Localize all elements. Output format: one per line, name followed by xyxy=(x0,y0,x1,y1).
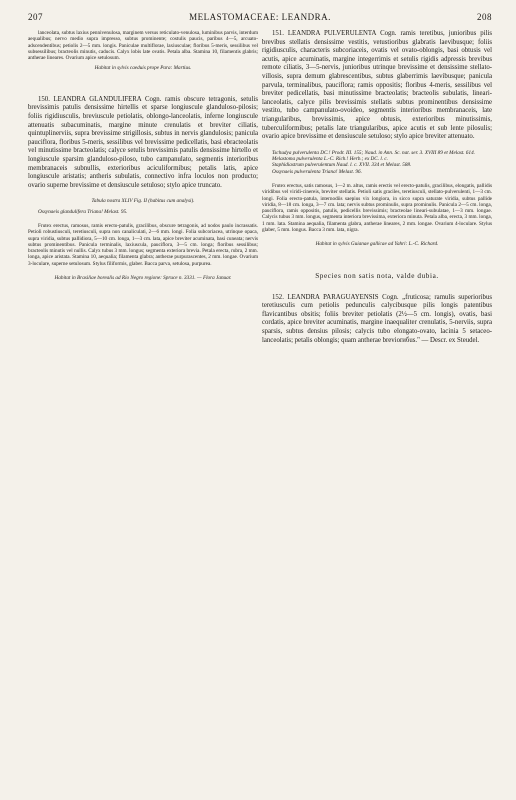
species-152-diagnosis: 152. LEANDRA PARAGUAYENSIS Cogn. „fruticosa; ramulis superioribus teretiusculis cum petiolis pedunculis calycibusque pilis longis patentibus flavicantibus obsitis; foliis breviter petiolatis (2½—5 cm. longis), ovatis, basi cordatis, apice breviter acuminatis, margine inaequaliter crenulatis, 5-nerviis, supra sparsis, subtus densius pilosis; calycis tubo elongato-ovato, lacinia 5 setaceo-lanceolatis; petalis oblongis; quam antherae breviorибus." — Descr. ex Steudel. xyxy=(262,293,492,344)
synonym: Tschudya pulverulenta DC.! Prodr. III. 155; Naud. in Ann. Sc. nat. ser. 3. XVIII 89 et Melast. 614. xyxy=(272,149,475,156)
page-number-left: 207 xyxy=(28,12,43,22)
page-number-right: 208 xyxy=(477,12,492,22)
section-heading: Species non satis nota, valde dubia. xyxy=(315,271,439,280)
species-151-description: Frutex erectus, satis ramosus, 1—2 m. altus, ramis erectis vel erecto-patulis, gracilibus, elongatis, pallidis viridibus vel viridi-cinereis, breviter stellatis. Petioli satis graciles, teretiusculi, stellato-pulverulenti, 1—3 cm. longi. Folia erecto-patula, internodiis saepius vix longiora, in sicco supra saturate viridia, subtus pallide viridia, 8—18 cm. longa, 3—7 cm. lata; nervis subtus prominulis, supra prominulis. Panicula 2—5 cm. longa, pauciflora, ramis oppositis, patulis, pedicellis brevissimis; bracteolae lineari-subulatae, 1—3 mm. longae. Calycis tubus 3 mm. longus, segmenta interiora brevissima, exteriora minuta. Petala alba, erecta, 3 mm. longa, 1 mm. lata. Stamina aequalia, filamenta glabra, antherae lineares, 2 mm. longae. Ovarium 4-loculare. Stylus glaber, 5 mm. longus. Bacca 3 mm. lata, nigra. xyxy=(262,182,492,233)
right-column xyxy=(262,30,492,790)
species-151-diagnosis: 151. LEANDRA PULVERULENTA Cogn. ramis teretibus, junioribus pilis brevibus stellatis densissime vestitis, vetustioribus glabratis laevibusque; foliis rigidiusculis, characteris subcoriaceis, ovatis vel ovato-oblongis, basi obtusis vel acutis, apice acuminatis, margine integerrimis et setulis rigidis adpressis brevibus remote ciliatis, 3—5-nervis, junioribus utrinque brevissime et densissime stellato-villosis, supra demum glabrescentibus, subtus glaberrimis laevibusque; panicula parvula, terminalibus, pauciflora; ramis oppositis; floribus 4-meris, sessilibus vel breviter pedicellatis, basi minutissime bracteolatis; bracteolis subulatis, lineari-lanceolatis, calyce pilis brevissimis stellatis subtus prominentibus densissime vestito, tubo campanulato-ovoideo, segmentis interioribus membranaceis, late triangularibus, brevissimis, apice obtusis, exterioribus minutissimis, tuberculiformibus; petalis late triangularibus, apice acutis et sub lente pilosulis; ovario apice brevissime et densiuscule setuloso; stylo apice breviter attenuato. xyxy=(262,30,492,141)
continued-description: lanceolata, subtus laxius pennivenulosa, marginem versus reticulato-venulosa, luminibus parvis, interdum aequalibus; nervo medio supra impresso, subtus prominente; costulis paucis, paribus 4—5, arcuato-adscendentibus; petiolis 2—5 mm. longis. Paniculae multiflorae, laxiusculae; floribus 5-meris, sessilibus vel subsessilibus; bracteolis minutis, caducis. Calyx lobis late ovatis. Petala alba. Stamina 10, filamentis glabris; antherae lineares. Ovarium apice setulosum. xyxy=(28,30,258,62)
plate-reference: Tabula nostra XLIV Fig. II (habitus cum analysi). xyxy=(91,198,195,205)
habitat-note: Habitat in sylvis caeduis prope Para: Martius. xyxy=(94,65,192,72)
habitat-note: Habitat in Brasiliae borealis ad Rio Negro regione: Spruce n. 3331. — Flora Januar. xyxy=(54,274,232,281)
page-header xyxy=(28,12,492,26)
synonym: Melastoma pulverulenta L.-C. Rich.! Herb.; ex DC. l. c. xyxy=(272,156,388,163)
species-150-diagnosis: 150. LEANDRA GLANDULIFERA Cogn. ramis obscure tetragonis, setulis brevissimis patulis densissime hirtellis et sparse longiuscule glanduloso-pilosis; foliis rigidiusculis, breviuscule petiolatis, oblongo-lanceolatis, inferne longiuscule attenuatis subacuminatis, margine minute crenulatis et breviter ciliatis, quintuplinerviis, supra brevissime strigillosis, subtus in nervis glandulosis; panicula pauciflora, floribus 5-meris, sessilibus vel brevissime pedicellatis, basi ebracteolatis vel minutissime bracteolatis; calyce setulis brevissimis patulis densissime hirtello et longiuscule sparsim glanduloso-piloso, tubo campanulato, segmentis interioribus membranaceis subnullis, exterioribus aciculiformibus; petalis latis, apice longiuscule aristatis; antheris subulatis, connectivo infra loculos non producto; ovario superne brevissime et densiuscule setuloso; stylo apice truncato. xyxy=(28,95,258,189)
running-title: MELASTOMACEAE: LEANDRA. xyxy=(189,12,331,22)
habitat-note: Habitat in sylvis Guianae gallicae ad Yahri: L.-C. Richard. xyxy=(315,241,439,248)
synonym: Ossynaeis pulverulenta Triana! Melast. 96. xyxy=(272,168,362,175)
synonym: Ossynaeis glandulifera Triana! Melast. 95. xyxy=(38,208,128,215)
synonym: Staphidiastrum pulverulentum Naud. l. c. XVII. 334 et Melast. 588. xyxy=(272,162,412,169)
species-150-description: Frutex erectus, ramosus, ramis erecto-patulis, gracilibus, obscure tetragonis, ad nodos paulo incrassatis. Petioli robustiusculi, teretiusculi, supra non canaliculati, 2—6 mm. longi. Folia subcoriacea, utrinque opaca, supra viridia, subtus pallidiora, 5—10 cm. longa, 1—3 cm. lata, apice breviter acuminata, basi cuneata; nervis subtus prominentibus. Panicula terminalis, laxiuscula, pauciflora, 3—5 cm. longa; floribus sessilibus; bracteolis minutis vel nullis. Calyx tubus 3 mm. longus; segmenta exteriora brevia. Petala erecta, rubra, 2 mm. longa, apice aristata. Stamina 10, aequalia; filamenta glabra; antherae purpurascentes, 2 mm. longae. Ovarium 3-loculare, superne setulosum. Stylus filiformis, glaber. Bacca parva, setulosa, purpurea. xyxy=(28,222,258,267)
left-column xyxy=(28,30,258,790)
